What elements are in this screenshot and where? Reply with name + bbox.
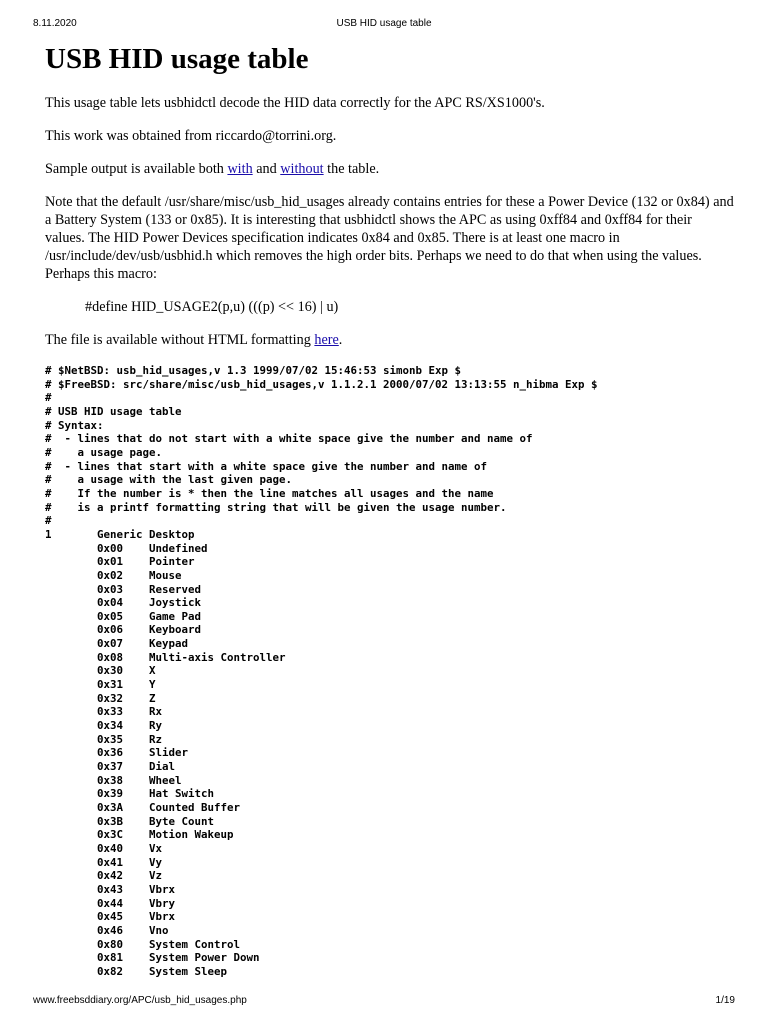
print-date: 8.11.2020 — [33, 18, 77, 29]
sample-paragraph — [45, 160, 735, 178]
sample-text-before: Sample output is available both — [45, 161, 228, 177]
with-link[interactable]: with — [227, 161, 253, 177]
page-title: USB HID usage table — [45, 43, 309, 75]
here-link[interactable]: here — [314, 332, 339, 348]
define-macro: #define HID_USAGE2(p,u) (((p) << 16) | u) — [85, 299, 339, 315]
sample-text-middle: and — [252, 161, 281, 177]
page-content — [45, 40, 735, 979]
note-paragraph: Note that the default /usr/share/misc/usb_hid_usages already contains entries for these a Power Device (132 or 0x84) and a Battery System (133 or 0x85). It is interesting that usbhidctl shows the APC as using 0xff84 and 0xff84 for their values. The HID Power Devices specification indicates 0x84 and 0x85. There is at least one macro in /usr/include/dev/usb/usbhid.h which removes the high order bits. Perhaps we need to do that when using the values. Perhaps this macro: — [45, 194, 734, 282]
without-link[interactable]: without — [280, 161, 324, 177]
print-footer-url: www.freebsddiary.org/APC/usb_hid_usages.php — [33, 995, 247, 1006]
usage-table-code: # $NetBSD: usb_hid_usages,v 1.3 1999/07/02 15:46:53 simonb Exp $ # $FreeBSD: src/share/misc/usb_hid_usages,v 1.1.2.1 2000/07/02 13:13:55 n_hibma Exp $ # # USB HID usage table # Syntax: # - lines that do not start with a white space give the number and name of # a usage page. # - lines that start with a white space give the number and name of # a usage with the last given page. # If the number is * then the line matches all usages and the name # is a printf formatting string that will be given the usage number. # 1 Generic Desktop 0x00 Undefined 0x01 Pointer 0x02 Mouse 0x03 Reserved 0x04 Joystick 0x05 Game Pad 0x06 Keyboard 0x07 Keypad 0x08 Multi-axis Controller 0x30 X 0x31 Y 0x32 Z 0x33 Rx 0x34 Ry 0x35 Rz 0x36 Slider 0x37 Dial 0x38 Wheel 0x39 Hat Switch 0x3A Counted Buffer 0x3B Byte Count 0x3C Motion Wakeup 0x40 Vx 0x41 Vy 0x42 Vz 0x43 Vbrx 0x44 Vbry 0x45 Vbrx 0x46 Vno 0x80 System Control 0x81 System Power Down 0x82 System Sleep — [45, 364, 598, 978]
file-paragraph — [45, 331, 735, 349]
sample-text-after: the table. — [323, 161, 380, 177]
print-page-number: 1/19 — [715, 995, 735, 1006]
intro-paragraph: This usage table lets usbhidctl decode the HID data correctly for the APC RS/XS1000's. — [45, 95, 545, 111]
file-text-after: . — [338, 332, 343, 348]
file-text-before: The file is available without HTML formatting — [45, 332, 315, 348]
print-header-title: USB HID usage table — [336, 18, 432, 29]
origin-paragraph: This work was obtained from riccardo@torrini.org. — [45, 128, 337, 144]
